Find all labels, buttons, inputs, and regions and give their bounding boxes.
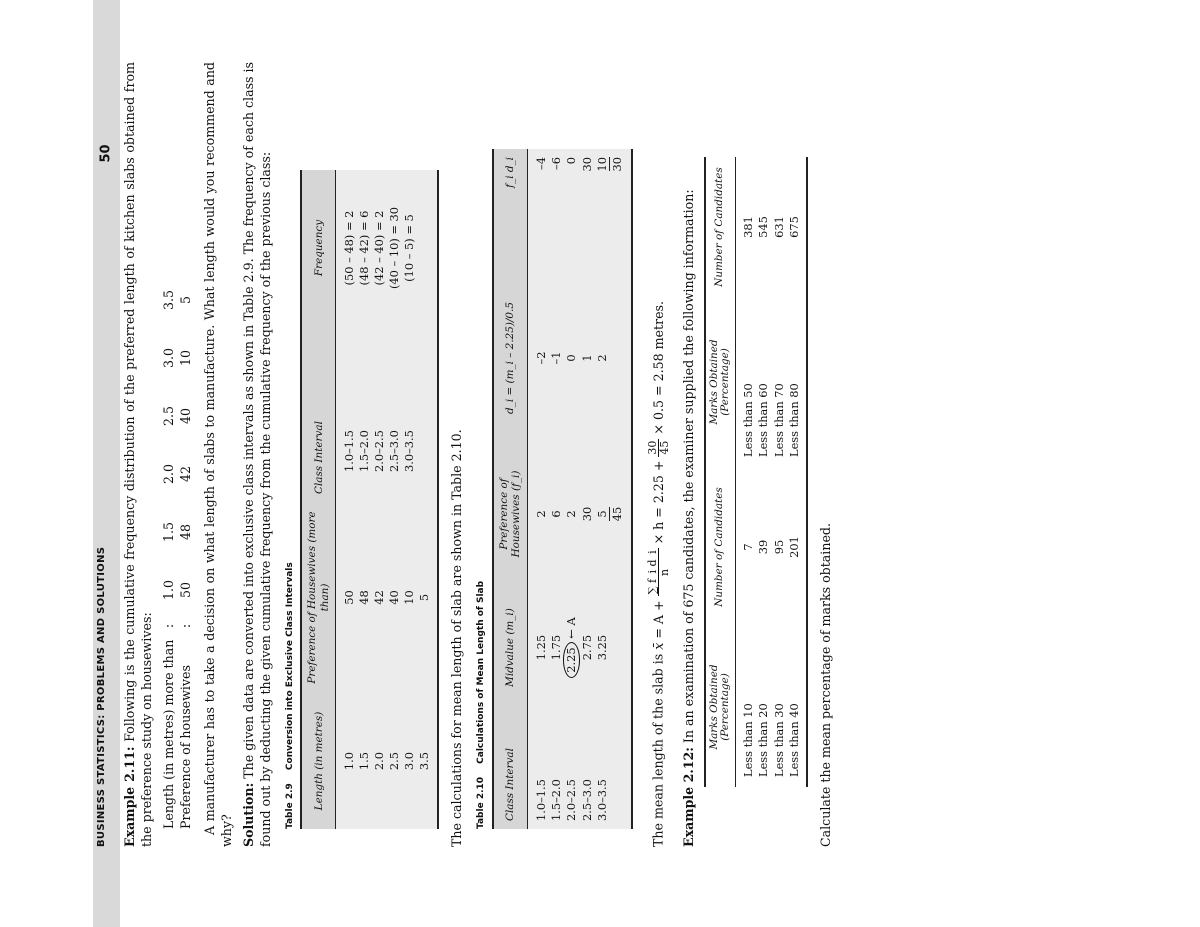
page-content <box>95 62 840 847</box>
total-fd: 30 <box>609 157 624 172</box>
table-row: Less than 20 39 Less than 60 545 <box>756 216 771 777</box>
table-row: 3.0–3.5 3.25 5 2 10 <box>595 157 610 821</box>
table-row: 1.0 50 1.0–1.5 (50 – 48) = 2 <box>342 210 357 771</box>
table-header: Marks Obtained (Percentage) <box>705 297 736 467</box>
totals-row <box>610 149 632 829</box>
example-2-11-paragraph <box>122 62 155 847</box>
table-header: d_i = (m_i – 2.25)/0.5 <box>493 275 527 441</box>
length-preference-data <box>161 271 194 829</box>
example-2-12-paragraph <box>681 62 698 847</box>
length-row: Length (in metres) more than : 1.0 1.5 2.0 2.5 3.0 3.5 <box>161 289 177 829</box>
table-header: Preference of Housewives (f_i) <box>493 441 527 587</box>
value-fraction: 30 45 <box>645 440 672 455</box>
table-header: Marks Obtained (Percentage) <box>705 627 736 787</box>
table-header: Class Interval <box>301 326 335 502</box>
solution-label: Solution: <box>241 782 257 847</box>
table-row: 1.0–1.5 1.25 2 –2 –4 <box>533 157 548 821</box>
table-row: 3.0 10 3.0–3.5 (10 – 5) = 5 <box>401 214 416 771</box>
table-row: 2.5 40 2.5–3.0 (40 – 10) = 30 <box>386 206 401 771</box>
table-2-9-caption: Table 2.9 Conversion into Exclusive Class Intervals <box>284 562 295 829</box>
solution-paragraph <box>241 62 274 847</box>
example-2-11-text: Following is the cumulative frequency distribution of the preferred length of kitchen slabs obtained from the preference study on housewives: <box>122 62 154 847</box>
table-2-10 <box>492 149 633 829</box>
solution-text: The given data are converted into exclusive class intervals as shown in Table 2.9. The frequency of each class is found out by deducting the given cumulative frequency from the cumulative frequency of the previous class: <box>241 61 273 847</box>
mean-formula: x̄ = A + ∑ f_i d_i n × h = 2.25 + 30 45 × 0.5 = 2.58 metres. <box>645 300 672 650</box>
assumed-mean-marker: ← A <box>564 617 579 639</box>
table-header: Preference of Housewives (more than) <box>301 502 335 693</box>
table-row: 1.5–2.0 1.75 6 –1 –6 <box>548 157 563 821</box>
table-header: Length (in metres) <box>301 693 335 829</box>
table-row: 3.5 5 <box>417 170 439 829</box>
table-header: Number of Candidates <box>705 467 736 627</box>
table-row: 1.5 48 1.5–2.0 (48 – 42) = 6 <box>357 210 372 771</box>
table-header: Midvalue (m_i) <box>493 587 527 708</box>
table-header: f_i d_i <box>493 149 527 275</box>
mean-result: The mean length of the slab is x̄ = A + ∑ f_i d_i n × h = 2.25 + 30 45 × 0.5 = 2.58 metres. <box>645 300 672 847</box>
table-2-10-caption: Table 2.10 Calculations of Mean Length of Slab <box>475 580 486 829</box>
calc-sentence: The calculations for mean length of slab are shown in Table 2.10. <box>449 429 465 847</box>
example-2-12-label: Example 2.12: <box>680 747 696 847</box>
total-frequency: 45 <box>609 506 624 522</box>
page-number: 50 <box>99 143 114 163</box>
table-row: Less than 40 201 Less than 80 675 <box>787 157 807 787</box>
table-header: Frequency <box>301 170 335 326</box>
table-row: Less than 30 95 Less than 70 631 <box>771 216 786 777</box>
example-2-11-question: A manufacturer has to take a decision on what length of slabs to manufacture. What length would you recommend and why? <box>202 62 234 847</box>
table-header: Number of Candidates <box>705 157 736 297</box>
assumed-mean-circle: 2.25 <box>563 642 580 677</box>
example-2-12-text: In an examination of 675 candidates, the examiner supplied the following information: <box>680 189 696 744</box>
table-row: 2.0–2.5 2.25 ← A 2 0 0 <box>564 157 579 821</box>
preference-row: Preference of housewives : 50 48 42 40 10 5 <box>177 296 193 829</box>
table-header: Class Interval <box>493 708 527 829</box>
example-2-12-question: Calculate the mean percentage of marks obtained. <box>817 523 833 847</box>
marks-table <box>704 157 808 787</box>
sum-fraction: ∑ f_i d_i n <box>645 550 672 595</box>
example-2-11-label: Example 2.11: <box>122 746 138 847</box>
table-row: 2.5–3.0 2.75 30 1 30 <box>580 157 595 821</box>
table-row: 2.0 42 2.0–2.5 (42 – 40) = 2 <box>372 210 387 771</box>
table-2-9 <box>300 170 439 829</box>
table-row: Less than 10 7 Less than 50 381 <box>741 216 756 777</box>
running-head: BUSINESS STATISTICS: PROBLEMS AND SOLUTIONS <box>96 546 107 847</box>
